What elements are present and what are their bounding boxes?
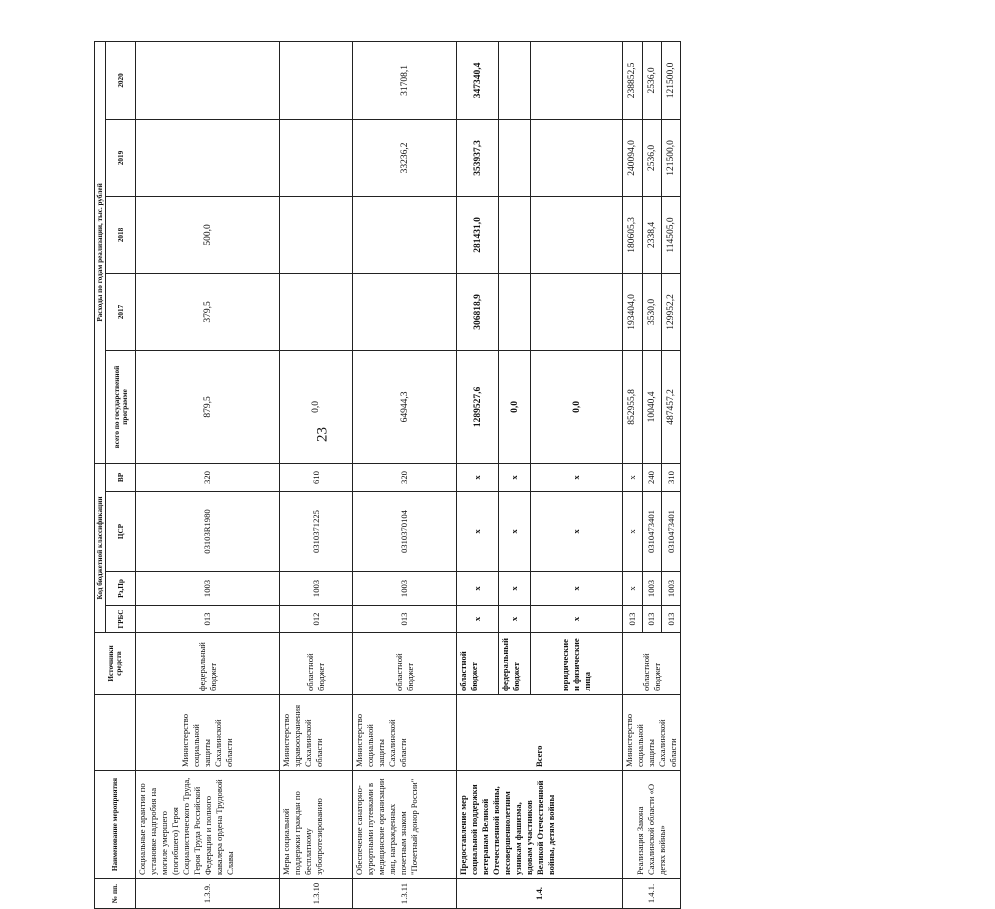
header-vr: ВР: [106, 463, 136, 491]
budget-table-rotated: [94, 42, 679, 909]
row-2020: 2536,0: [642, 41, 661, 119]
row-grbs: x: [499, 606, 531, 633]
row-2020: [499, 41, 531, 119]
row-2019: 121500,0: [661, 119, 680, 196]
row-name: Меры социальной поддержки граждан по бесплатному зубопротезированию: [280, 771, 353, 879]
row-2018: [499, 196, 531, 273]
row-2020: [280, 41, 353, 119]
row-total: 852955,8: [623, 350, 642, 463]
row-csr: 0310371225: [280, 492, 353, 572]
header-2020: 2020: [106, 41, 136, 119]
row-rzpr: x: [531, 572, 623, 606]
header-2018: 2018: [106, 196, 136, 273]
row-num: 1.3.9.: [136, 879, 280, 909]
row-2017: 306818,9: [457, 273, 499, 350]
row-executor: Министерство социальной защиты Сахалинской области: [136, 695, 280, 771]
header-grbs: ГРБС: [106, 606, 136, 633]
row-num: 1.4.: [457, 879, 623, 909]
row-rzpr: x: [457, 572, 499, 606]
row-grbs: x: [457, 606, 499, 633]
row-2018: 114505,0: [661, 196, 680, 273]
row-executor: Министерство социальной защиты Сахалинской области: [623, 695, 681, 771]
row-total: 0,0: [280, 350, 353, 463]
header-source: Источники средств: [95, 633, 136, 695]
table-row: [623, 41, 642, 908]
row-2017: [499, 273, 531, 350]
row-2019: 2536,0: [642, 119, 661, 196]
row-2019: [531, 119, 623, 196]
row-name: Реализация Закона Сахалинской области «О детях войны»: [623, 771, 681, 879]
row-2019: 240094,0: [623, 119, 642, 196]
row-2017: 129952,2: [661, 273, 680, 350]
row-vr: 610: [280, 463, 353, 491]
row-grbs: 013: [136, 606, 280, 633]
budget-table: [94, 41, 681, 909]
table-row: [280, 41, 353, 908]
row-source: областной бюджет: [623, 633, 681, 695]
header-name: Наименование мероприятия: [95, 771, 136, 879]
header-expenses: Расходы по годам реализации, тыс. рублей: [95, 41, 106, 463]
header-rzpr: Рз,Пр: [106, 572, 136, 606]
row-2019: [499, 119, 531, 196]
row-csr: 03103R1980: [136, 492, 280, 572]
row-total: 10040,4: [642, 350, 661, 463]
row-source: юридические и физические лица: [531, 633, 623, 695]
row-2017: 3530,0: [642, 273, 661, 350]
row-vr: x: [623, 463, 642, 491]
row-2018: 281431,0: [457, 196, 499, 273]
row-2017: 193404,0: [623, 273, 642, 350]
row-rzpr: x: [499, 572, 531, 606]
header-total: всего по государственной программе: [106, 350, 136, 463]
row-csr: x: [457, 492, 499, 572]
row-rzpr: 1003: [661, 572, 680, 606]
rotated-sheet: [95, 42, 995, 905]
row-name: Социальные гарантии по установке надгробия на могиле умершего (погибшего) Героя Социалистического Труда, Героя Труда Российской Федерации и полного кавалера ордена Трудовой Славы: [136, 771, 280, 879]
row-2020: [531, 41, 623, 119]
row-num: 1.4.1.: [623, 879, 681, 909]
header-2017: 2017: [106, 273, 136, 350]
row-executor: Министерство здравоохранения Сахалинской области: [280, 695, 353, 771]
row-grbs: 012: [280, 606, 353, 633]
row-total: 64944,3: [353, 350, 457, 463]
row-grbs: x: [531, 606, 623, 633]
row-vr: 320: [136, 463, 280, 491]
row-total: 0,0: [499, 350, 531, 463]
row-2018: [353, 196, 457, 273]
row-executor: Министерство социальной защиты Сахалинской области: [353, 695, 457, 771]
row-2020: [136, 41, 280, 119]
row-vr: x: [457, 463, 499, 491]
row-rzpr: 1003: [353, 572, 457, 606]
row-csr: x: [499, 492, 531, 572]
row-num: 1.3.11: [353, 879, 457, 909]
header-2019: 2019: [106, 119, 136, 196]
row-2020: 347340,4: [457, 41, 499, 119]
row-2019: [280, 119, 353, 196]
row-rzpr: 1003: [642, 572, 661, 606]
row-2020: 238852,5: [623, 41, 642, 119]
row-csr: x: [623, 492, 642, 572]
row-2018: [280, 196, 353, 273]
row-2018: 180605,3: [623, 196, 642, 273]
row-grbs: 013: [661, 606, 680, 633]
row-executor: Всего: [457, 695, 623, 771]
row-total: 1289527,6: [457, 350, 499, 463]
table-row: [136, 41, 280, 908]
header-executor: [95, 695, 136, 771]
row-total: 0,0: [531, 350, 623, 463]
row-2019: 33236,2: [353, 119, 457, 196]
row-2020: 31708,1: [353, 41, 457, 119]
row-vr: 310: [661, 463, 680, 491]
row-vr: x: [531, 463, 623, 491]
row-grbs: 013: [353, 606, 457, 633]
header-budget-codes: Код бюджетной классификации: [95, 463, 106, 632]
row-2017: [353, 273, 457, 350]
row-source: областной бюджет: [457, 633, 499, 695]
row-source: федеральный бюджет: [499, 633, 531, 695]
row-source: областной бюджет: [353, 633, 457, 695]
row-vr: 240: [642, 463, 661, 491]
row-vr: x: [499, 463, 531, 491]
header-num: № пп.: [95, 879, 136, 909]
header-csr: ЦСР: [106, 492, 136, 572]
row-2017: 379,5: [136, 273, 280, 350]
row-2019: 353937,3: [457, 119, 499, 196]
row-csr: 0310473401: [661, 492, 680, 572]
page-number: 23: [314, 427, 331, 442]
row-2020: 121500,0: [661, 41, 680, 119]
row-source: областной бюджет: [280, 633, 353, 695]
row-total: 879,5: [136, 350, 280, 463]
row-csr: 0310473401: [642, 492, 661, 572]
row-grbs: 013: [623, 606, 642, 633]
row-name: Обеспечение санаторно-курортными путевками в медицинские организации лиц, награжденных почетным знаком "Почетный донор России": [353, 771, 457, 879]
row-2017: [280, 273, 353, 350]
row-csr: 0310370104: [353, 492, 457, 572]
row-name: Предоставление мер социальной поддержки ветеранам Великой Отечественной войны, несовершеннолетним узникам фашизма, вдовам участников Великой Отечественной войны, детям войны: [457, 771, 623, 879]
row-rzpr: x: [623, 572, 642, 606]
row-vr: 320: [353, 463, 457, 491]
table-row: [457, 41, 499, 908]
row-source: федеральный бюджет: [136, 633, 280, 695]
row-grbs: 013: [642, 606, 661, 633]
row-rzpr: 1003: [280, 572, 353, 606]
row-num: 1.3.10: [280, 879, 353, 909]
row-2018: [531, 196, 623, 273]
row-2018: 2338,4: [642, 196, 661, 273]
row-total: 487457,2: [661, 350, 680, 463]
row-2019: [136, 119, 280, 196]
row-2017: [531, 273, 623, 350]
row-csr: x: [531, 492, 623, 572]
row-2018: 500,0: [136, 196, 280, 273]
row-rzpr: 1003: [136, 572, 280, 606]
table-row: [353, 41, 457, 908]
